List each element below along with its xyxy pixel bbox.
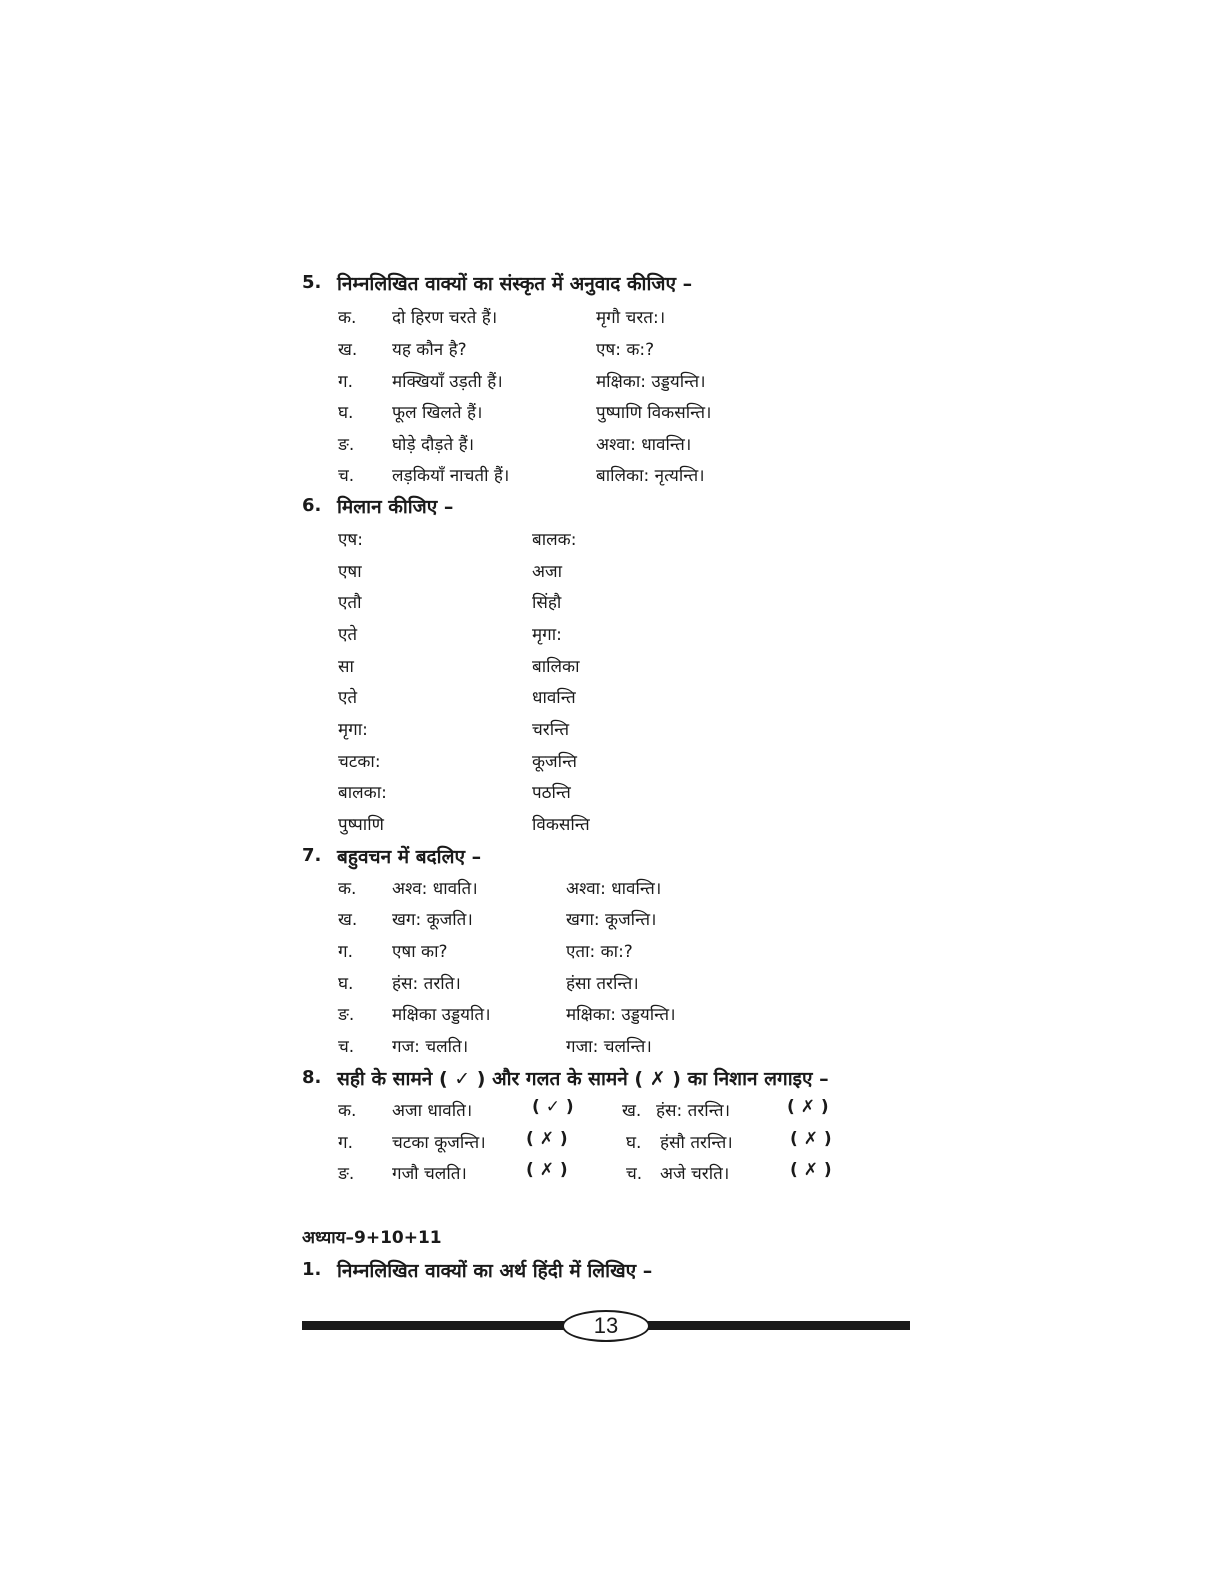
q6-left-item: एतौ (338, 593, 362, 613)
q8-right-label: च. (626, 1164, 643, 1184)
q8-left-label: क. (338, 1101, 357, 1121)
q5-row-sanskrit: मक्षिका: उड्डयन्ति। (596, 372, 706, 392)
question-1-number: 1. (302, 1259, 322, 1280)
q5-row-hindi: मक्खियाँ उड़ती हैं। (392, 372, 503, 392)
q6-right-item: बालिका (532, 657, 580, 677)
q8-right-mark: ( ✗ ) (787, 1097, 829, 1117)
q7-row-singular: हंस: तरति। (392, 974, 461, 994)
q5-row-label: घ. (338, 403, 354, 423)
q6-left-item: मृगा: (338, 720, 368, 740)
q7-row-plural: एता: का:? (566, 942, 633, 962)
page-number: 13 (593, 1313, 619, 1338)
chapter-heading: अध्याय–9+10+11 (302, 1228, 442, 1248)
q8-right-text: अजे चरति। (660, 1164, 730, 1184)
q7-row-plural: मक्षिका: उड्डयन्ति। (566, 1005, 676, 1025)
q8-left-text: चटका कूजन्ति। (392, 1133, 486, 1153)
q6-right-item: बालक: (532, 530, 577, 550)
q6-right-item: विकसन्ति (532, 815, 590, 835)
q8-right-text: हंसौ तरन्ति। (660, 1133, 733, 1153)
q6-left-item: एते (338, 688, 358, 708)
q7-row-label: घ. (338, 974, 354, 994)
page-number-oval (562, 1310, 650, 1342)
q8-right-text: हंस: तरन्ति। (656, 1101, 731, 1121)
question-5-number: 5. (302, 272, 322, 293)
q5-row-hindi: यह कौन है? (392, 340, 467, 360)
question-7-title: बहुवचन में बदलिए – (337, 846, 482, 868)
q7-row-singular: खग: कूजति। (392, 910, 473, 930)
q6-left-item: सा (338, 657, 354, 677)
q8-right-label: घ. (626, 1133, 642, 1153)
q8-left-mark: ( ✓ ) (532, 1097, 574, 1117)
q7-row-label: ङ. (338, 1005, 355, 1025)
q5-row-sanskrit: मृगौ चरत:। (596, 308, 666, 328)
footer-rule-left (302, 1321, 564, 1330)
q7-row-plural: अश्वा: धावन्ति। (566, 879, 662, 899)
q5-row-label: ङ. (338, 435, 355, 455)
q7-row-label: ग. (338, 942, 353, 962)
q6-right-item: पठन्ति (532, 783, 571, 803)
question-1-title: निम्नलिखित वाक्यों का अर्थ हिंदी में लिखिए – (337, 1260, 653, 1282)
q6-left-item: एष: (338, 530, 363, 550)
q5-row-hindi: घोड़े दौड़ते हैं। (392, 435, 475, 455)
q6-right-item: मृगा: (532, 625, 562, 645)
q6-right-item: अजा (532, 562, 563, 582)
q5-row-hindi: दो हिरण चरते हैं। (392, 308, 498, 328)
q7-row-singular: मक्षिका उड्डयति। (392, 1005, 491, 1025)
q6-left-item: बालका: (338, 783, 387, 803)
q8-left-label: ग. (338, 1133, 353, 1153)
q7-row-singular: गज: चलति। (392, 1037, 469, 1057)
q7-row-label: च. (338, 1037, 355, 1057)
q5-row-sanskrit: अश्वा: धावन्ति। (596, 435, 692, 455)
q5-row-label: ग. (338, 372, 353, 392)
q6-right-item: कूजन्ति (532, 752, 577, 772)
q6-left-item: चटका: (338, 752, 381, 772)
question-6-title: मिलान कीजिए – (337, 496, 454, 518)
q5-row-label: ख. (338, 340, 358, 360)
q5-row-hindi: लड़कियाँ नाचती हैं। (392, 466, 510, 486)
q6-right-item: सिंहौ (532, 593, 562, 613)
q8-left-mark: ( ✗ ) (526, 1160, 568, 1180)
q8-left-label: ङ. (338, 1164, 355, 1184)
question-8-number: 8. (302, 1067, 322, 1088)
q6-right-item: चरन्ति (532, 720, 570, 740)
footer-rule-right (648, 1321, 910, 1330)
q7-row-plural: गजा: चलन्ति। (566, 1037, 652, 1057)
q5-row-sanskrit: बालिका: नृत्यन्ति। (596, 466, 705, 486)
q7-row-plural: खगा: कूजन्ति। (566, 910, 657, 930)
q7-row-singular: एषा का? (392, 942, 448, 962)
q8-right-mark: ( ✗ ) (790, 1160, 832, 1180)
q8-right-mark: ( ✗ ) (790, 1129, 832, 1149)
q6-left-item: पुष्पाणि (338, 815, 384, 835)
q7-row-plural: हंसा तरन्ति। (566, 974, 639, 994)
q8-left-text: अजा धावति। (392, 1101, 473, 1121)
question-5-title: निम्नलिखित वाक्यों का संस्कृत में अनुवाद कीजिए – (337, 273, 693, 295)
q8-right-label: ख. (622, 1101, 642, 1121)
question-6-number: 6. (302, 495, 322, 516)
q6-left-item: एते (338, 625, 358, 645)
q6-left-item: एषा (338, 562, 362, 582)
q6-right-item: धावन्ति (532, 688, 576, 708)
q5-row-hindi: फूल खिलते हैं। (392, 403, 483, 423)
q8-left-text: गजौ चलति। (392, 1164, 467, 1184)
q7-row-label: क. (338, 879, 357, 899)
q7-row-label: ख. (338, 910, 358, 930)
q5-row-sanskrit: एष: क:? (596, 340, 655, 360)
q7-row-singular: अश्व: धावति। (392, 879, 478, 899)
q5-row-label: च. (338, 466, 355, 486)
question-8-title: सही के सामने ( ✓ ) और गलत के सामने ( ✗ ) का निशान लगाइए – (337, 1068, 829, 1090)
q8-left-mark: ( ✗ ) (526, 1129, 568, 1149)
q5-row-label: क. (338, 308, 357, 328)
question-7-number: 7. (302, 845, 322, 866)
q5-row-sanskrit: पुष्पाणि विकसन्ति। (596, 403, 712, 423)
